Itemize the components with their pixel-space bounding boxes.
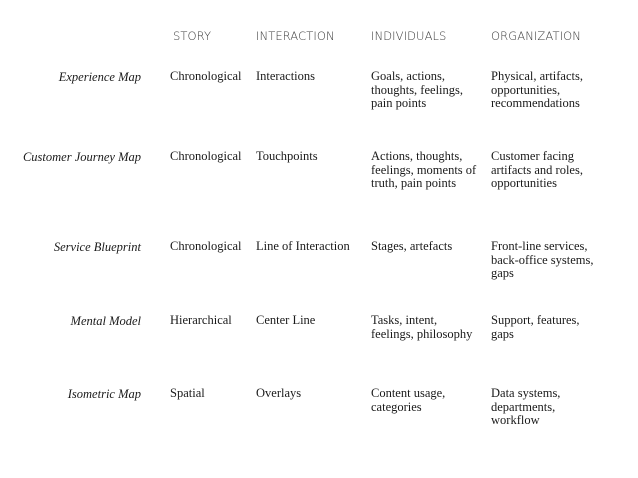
cell-story: Hierarchical (170, 313, 232, 327)
row-label: Isometric Map (67, 387, 141, 401)
cell-story: Chronological (170, 149, 242, 163)
cell-interaction: Overlays (256, 386, 302, 400)
cell-individuals: Actions, thoughts, feelings, moments of truth, pain points (371, 149, 477, 190)
header-organization: ORGANIZATION (491, 29, 581, 43)
cell-organization: Customer facing artifacts and roles, opportunities (491, 149, 583, 190)
header-interaction: INTERACTION (256, 29, 335, 43)
row-label: Experience Map (58, 70, 141, 84)
header-story: STORY (173, 29, 212, 43)
cell-individuals: Content usage, categories (371, 386, 446, 414)
cell-organization: Front-line services, back-office systems, gaps (491, 239, 594, 280)
cell-story: Chronological (170, 239, 242, 253)
cell-organization: Physical, artifacts, opportunities, recommendations (491, 69, 583, 110)
cell-organization: Support, features, gaps (491, 313, 580, 341)
cell-interaction: Touchpoints (256, 149, 318, 163)
cell-interaction: Interactions (256, 69, 316, 83)
header-individuals: INDIVIDUALS (371, 29, 447, 43)
cell-interaction: Line of Interaction (256, 239, 350, 253)
cell-organization: Data systems, departments, workflow (491, 386, 561, 427)
row-label: Customer Journey Map (22, 150, 141, 164)
row-label: Mental Model (70, 314, 141, 328)
cell-individuals: Stages, artefacts (371, 239, 453, 253)
cell-interaction: Center Line (256, 313, 316, 327)
cell-story: Chronological (170, 69, 242, 83)
cell-story: Spatial (170, 386, 205, 400)
row-label: Service Blueprint (53, 240, 141, 254)
cell-individuals: Tasks, intent, feelings, philosophy (371, 313, 473, 341)
cell-individuals: Goals, actions, thoughts, feelings, pain points (371, 69, 464, 110)
